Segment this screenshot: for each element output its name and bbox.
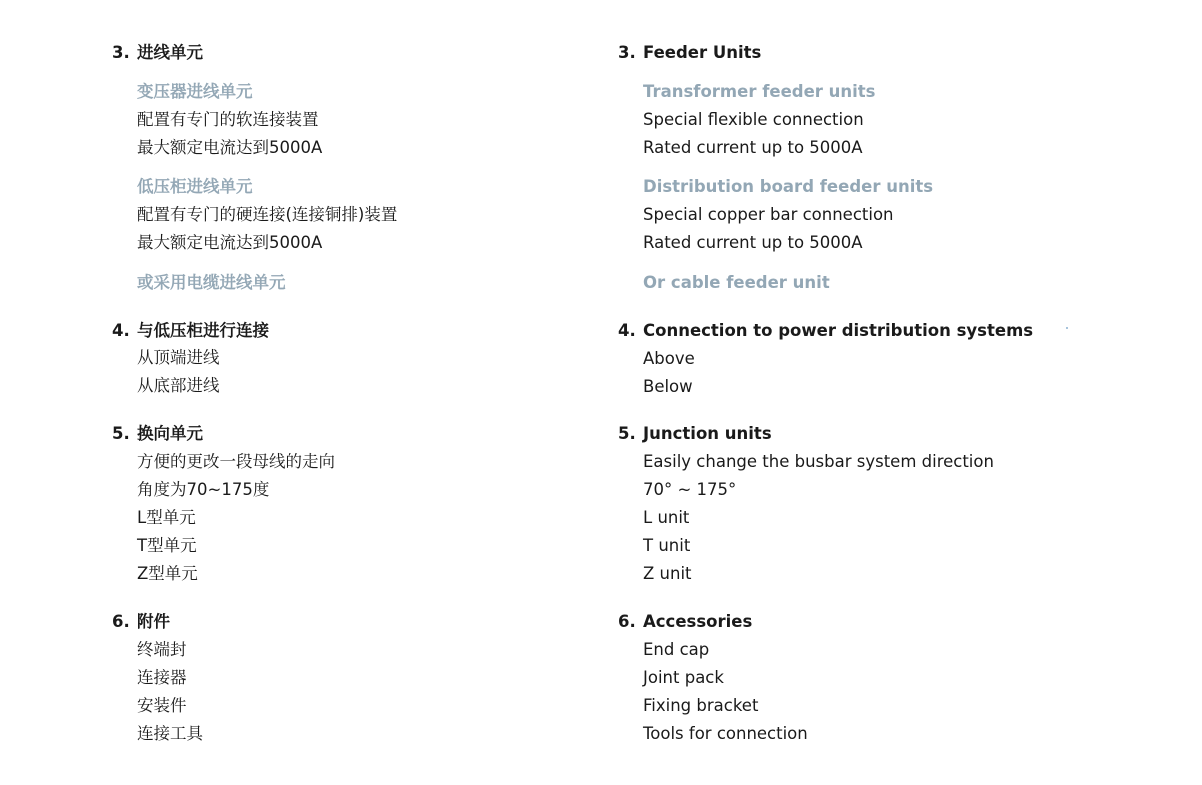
list-item: Rated current up to 5000A [643, 138, 863, 157]
list-item: 方便的更改一段母线的走向 [137, 452, 335, 471]
section-number: 5. [618, 424, 636, 443]
subheading-transformer-feeder: 变压器进线单元 [137, 82, 253, 101]
section-title: 与低压柜进行连接 [137, 321, 269, 340]
section-title: Accessories [643, 612, 753, 631]
list-item: 配置有专门的硬连接(连接铜排)装置 [137, 205, 398, 224]
subheading-distribution-board-feeder: Distribution board feeder units [643, 177, 934, 196]
list-item: Z unit [643, 564, 692, 583]
section-title: Junction units [643, 424, 772, 443]
list-item: 70° ~ 175° [643, 480, 737, 499]
subheading-cable-feeder: Or cable feeder unit [643, 273, 830, 292]
section-title: Connection to power distribution systems [643, 321, 1034, 340]
list-item: Rated current up to 5000A [643, 233, 863, 252]
list-item: 连接器 [137, 668, 187, 687]
list-item: Special flexible connection [643, 110, 864, 129]
list-item: Joint pack [643, 668, 724, 687]
list-item: 安装件 [137, 696, 187, 715]
list-item: 终端封 [137, 640, 187, 659]
list-item: Tools for connection [643, 724, 808, 743]
list-item: 从底部进线 [137, 376, 220, 395]
section-title: 换向单元 [137, 424, 203, 443]
section-number: 6. [618, 612, 636, 631]
list-item: 角度为70~175度 [137, 480, 270, 499]
list-item: T型单元 [137, 536, 197, 555]
section-number: 4. [618, 321, 636, 340]
decorative-dot [1066, 327, 1068, 329]
section-title: 附件 [137, 612, 170, 631]
section-title: Feeder Units [643, 43, 762, 62]
list-item: Z型单元 [137, 564, 198, 583]
section-number: 3. [618, 43, 636, 62]
list-item: Below [643, 377, 693, 396]
section-title: 进线单元 [137, 43, 203, 62]
list-item: 连接工具 [137, 724, 203, 743]
list-item: L unit [643, 508, 690, 527]
subheading-cable-feeder: 或采用电缆进线单元 [137, 273, 286, 292]
section-number: 4. [112, 321, 130, 340]
subheading-transformer-feeder: Transformer feeder units [643, 82, 876, 101]
section-number: 5. [112, 424, 130, 443]
subheading-distribution-board-feeder: 低压柜进线单元 [137, 177, 253, 196]
list-item: T unit [643, 536, 691, 555]
list-item: L型单元 [137, 508, 196, 527]
list-item: Fixing bracket [643, 696, 759, 715]
list-item: Above [643, 349, 695, 368]
list-item: 配置有专门的软连接装置 [137, 110, 319, 129]
list-item: 从顶端进线 [137, 348, 220, 367]
section-number: 3. [112, 43, 130, 62]
section-number: 6. [112, 612, 130, 631]
list-item: Easily change the busbar system direction [643, 452, 994, 471]
list-item: End cap [643, 640, 710, 659]
list-item: 最大额定电流达到5000A [137, 233, 323, 252]
list-item: 最大额定电流达到5000A [137, 138, 323, 157]
list-item: Special copper bar connection [643, 205, 894, 224]
